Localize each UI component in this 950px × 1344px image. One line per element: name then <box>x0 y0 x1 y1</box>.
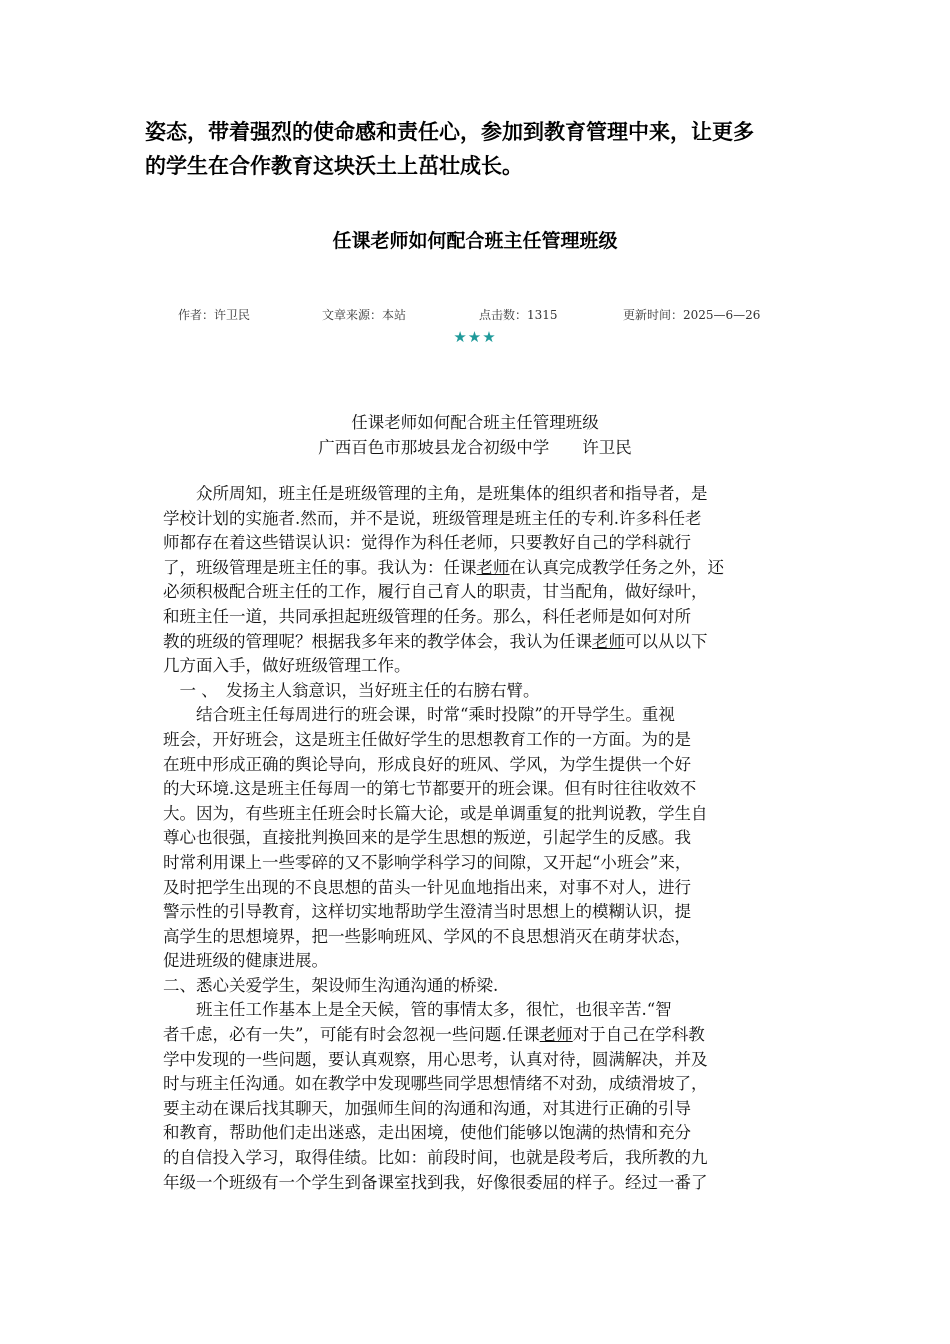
body-text: 时常利用课上一些零碎的又不影响学科学习的间隙，又开起“小班会”来， <box>163 852 692 872</box>
body-text: 可以从以下 <box>625 631 708 651</box>
body-text: 和班主任一道，共同承担起班级管理的任务。那么，科任老师是如何对所 <box>163 606 691 626</box>
body-text: 师都存在着这些错误认识：觉得作为科任老师，只要教好自己的学科就行 <box>163 533 691 553</box>
body-line <box>163 679 793 704</box>
body-line <box>163 900 793 925</box>
body-line <box>163 482 793 507</box>
body-line <box>163 630 793 655</box>
body-line <box>163 1121 793 1146</box>
rating-stars: ★★★ <box>453 328 497 346</box>
body-text: 的大环境.这是班主任每周一的第七节都要开的班会课。但有时往往收效不 <box>163 779 697 799</box>
body-line <box>163 1048 793 1073</box>
body-line <box>163 949 793 974</box>
body-line <box>163 654 793 679</box>
body-line <box>163 1171 793 1196</box>
sub-title: 任课老师如何配合班主任管理班级 <box>351 413 599 432</box>
body-text: 要主动在课后找其聊天，加强师生间的沟通和沟通，对其进行正确的引导 <box>163 1098 691 1118</box>
body-line <box>163 925 793 950</box>
body-text: 大。因为，有些班主任班会时长篇大论，或是单调重复的批判说教，学生自 <box>163 803 708 823</box>
body-text: 学校计划的实施者.然而，并不是说，班级管理是班主任的专利.许多科任老 <box>163 508 702 528</box>
body-text: 在班中形成正确的舆论导向，形成良好的班风、学风，为学生提供一个好 <box>163 754 691 774</box>
body-line <box>163 728 793 753</box>
body-line <box>163 556 793 581</box>
body-text: 促进班级的健康进展。 <box>163 951 328 971</box>
lead-line: 的学生在合作教育这块沃土上茁壮成长。 <box>145 154 523 178</box>
lead-line: 姿态，带着强烈的使命感和责任心，参加到教育管理中来，让更多 <box>145 120 754 144</box>
body-text: 教的班级的管理呢？根据我多年来的教学体会，我认为任课 <box>163 631 592 651</box>
body-text: 必须积极配合班主任的工作，履行自己育人的职责，甘当配角，做好绿叶， <box>163 582 708 602</box>
body-line <box>163 777 793 802</box>
body-text: 一 、 发扬主人翁意识，当好班主任的右膀右臂。 <box>163 680 540 700</box>
teacher-link[interactable]: 老师 <box>476 557 510 577</box>
teacher-link[interactable]: 老师 <box>539 1025 573 1045</box>
body-text: 和教育，帮助他们走出迷惑，走出困境，使他们能够以饱满的热情和充分 <box>163 1123 691 1143</box>
body-line <box>163 851 793 876</box>
body-text: 学中发现的一些问题，要认真观察，用心思考，认真对待，圆满解决，并及 <box>163 1049 708 1069</box>
article-title: 任课老师如何配合班主任管理班级 <box>332 230 618 252</box>
meta-source: 文章来源：本站 <box>322 308 407 322</box>
meta-author: 作者：许卫民 <box>178 308 251 322</box>
body-text: 警示性的引导教育，这样切实地帮助学生澄清当时思想上的模糊认识，提 <box>163 902 691 922</box>
article-body <box>163 482 793 1195</box>
school-author-line: 广西百色市那坡县龙合初级中学 许卫民 <box>318 438 632 457</box>
body-line <box>163 1023 793 1048</box>
meta-updated: 更新时间：2025—6—26 <box>623 308 761 322</box>
body-line <box>163 531 793 556</box>
body-line <box>163 802 793 827</box>
body-line <box>163 703 793 728</box>
body-line <box>163 998 793 1023</box>
body-text: 二、悉心关爱学生，架设师生沟通沟通的桥梁. <box>163 975 499 995</box>
body-line <box>163 876 793 901</box>
body-text: 结合班主任每周进行的班会课，时常“乘时投隙”的开导学生。重视 <box>163 705 675 725</box>
body-text: 在认真完成教学任务之外，还 <box>509 557 724 577</box>
body-text: 高学生的思想境界，把一些影响班风、学风的不良思想消灭在萌芽状态， <box>163 926 691 946</box>
body-line <box>163 1072 793 1097</box>
body-line <box>163 826 793 851</box>
body-line <box>163 605 793 630</box>
body-text: 众所周知，班主任是班级管理的主角，是班集体的组织者和指导者，是 <box>163 484 708 503</box>
body-text: 时与班主任沟通。如在教学中发现哪些同学思想情绪不对劲，成绩滑坡了， <box>163 1074 708 1094</box>
body-text: 者千虑，必有一失”，可能有时会忽视一些问题.任课 <box>163 1025 540 1045</box>
body-line <box>163 507 793 532</box>
body-text: 及时把学生出现的不良思想的苗头一针见血地指出来，对事不对人，进行 <box>163 877 691 897</box>
body-text: 年级一个班级有一个学生到备课室找到我，好像很委屈的样子。经过一番了 <box>163 1172 708 1192</box>
body-line <box>163 753 793 778</box>
body-line <box>163 974 793 999</box>
body-text: 对于自己在学科教 <box>572 1025 705 1045</box>
lead-paragraph <box>145 115 815 183</box>
body-text: 几方面入手，做好班级管理工作。 <box>163 656 411 676</box>
body-text: 班主任工作基本上是全天候，管的事情太多，很忙，也很辛苦.“智 <box>163 1000 672 1020</box>
body-text: 班会，开好班会，这是班主任做好学生的思想教育工作的一方面。为的是 <box>163 729 691 749</box>
body-text: 的自信投入学习，取得佳绩。比如：前段时间，也就是段考后，我所教的九 <box>163 1148 708 1168</box>
body-line <box>163 1146 793 1171</box>
body-line <box>163 1097 793 1122</box>
body-text: 尊心也很强，直接批判换回来的是学生思想的叛逆，引起学生的反感。我 <box>163 828 691 848</box>
body-line <box>163 580 793 605</box>
teacher-link[interactable]: 老师 <box>592 631 625 651</box>
body-text: 了，班级管理是班主任的事。我认为：任课 <box>163 557 477 577</box>
meta-clicks: 点击数：1315 <box>479 308 558 322</box>
